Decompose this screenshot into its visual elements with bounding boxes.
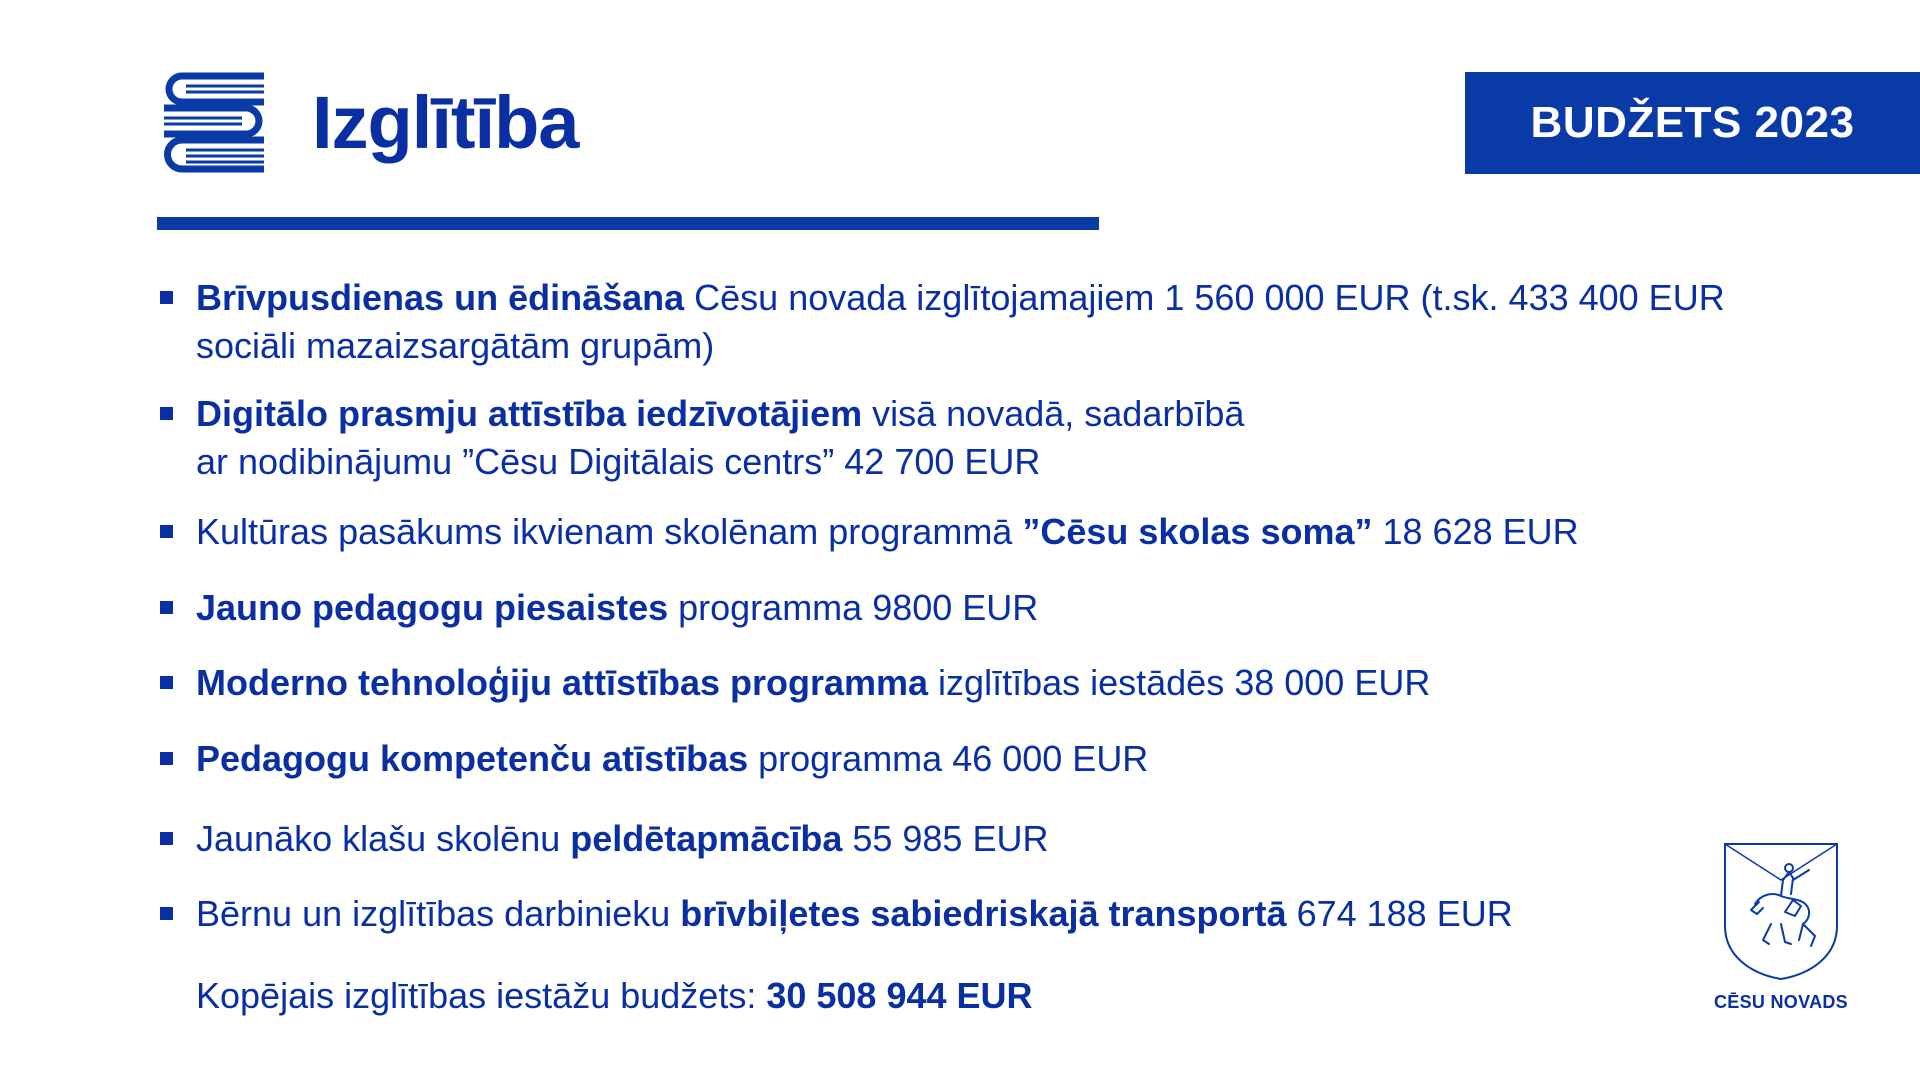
list-item <box>196 659 1816 707</box>
item-text: 18 628 EUR <box>1372 511 1579 552</box>
bullet-icon <box>160 907 173 920</box>
total-value: 30 508 944 EUR <box>766 975 1033 1016</box>
bullet-icon <box>160 291 173 304</box>
bullet-icon <box>160 676 173 689</box>
item-highlight: Moderno tehnoloģiju attīstības programma <box>196 662 929 703</box>
bullet-icon <box>160 752 173 765</box>
list-item <box>196 735 1816 783</box>
list-item <box>196 815 1816 863</box>
item-text: 674 188 EUR <box>1286 893 1513 934</box>
list-item <box>196 584 1816 632</box>
item-text: programma 9800 EUR <box>668 587 1039 628</box>
page-title: Izglītība <box>312 81 579 164</box>
item-text-prefix: Kultūras pasākums ikvienam skolēnam programmā <box>196 511 1023 552</box>
item-text: Cēsu novada izglītojamajiem 1 560 000 EUR (t.sk. 433 400 EUR <box>684 277 1725 318</box>
item-text-continued: sociāli mazaizsargātām grupām) <box>196 325 715 366</box>
item-highlight: Pedagogu kompetenču atīstības <box>196 738 749 779</box>
total-budget <box>196 972 1033 1020</box>
cesu-novads-logo <box>1712 840 1850 1013</box>
bullet-icon <box>160 601 173 614</box>
coat-of-arms-icon <box>1721 840 1841 982</box>
item-text-prefix: Bērnu un izglītības darbinieku <box>196 893 681 934</box>
bullet-icon <box>160 525 173 538</box>
item-highlight: ”Cēsu skolas soma” <box>1022 511 1373 552</box>
item-text: visā novadā, sadarbībā <box>862 393 1245 434</box>
list-item <box>196 390 1816 486</box>
item-highlight: peldētapmācība <box>570 818 843 859</box>
item-text: programma 46 000 EUR <box>748 738 1149 779</box>
list-item <box>196 890 1816 938</box>
item-text: izglītības iestādēs 38 000 EUR <box>928 662 1431 703</box>
title-divider <box>157 217 1099 230</box>
logo-label: CĒSU NOVADS <box>1714 992 1848 1012</box>
bullet-icon <box>160 832 173 845</box>
books-stack-icon <box>158 70 270 176</box>
total-label: Kopējais izglītības iestāžu budžets: <box>196 975 767 1016</box>
item-highlight: brīvbiļetes sabiedriskajā transportā <box>680 893 1287 934</box>
budget-year-badge: BUDŽETS 2023 <box>1465 72 1920 174</box>
item-highlight: Brīvpusdienas un ēdināšana <box>196 277 685 318</box>
item-highlight: Jauno pedagogu piesaistes <box>196 587 669 628</box>
bullet-icon <box>160 407 173 420</box>
item-text-continued: ar nodibinājumu ”Cēsu Digitālais centrs” 42 700 EUR <box>196 441 1041 482</box>
list-item <box>196 508 1816 556</box>
item-text-prefix: Jaunāko klašu skolēnu <box>196 818 571 859</box>
list-item <box>196 274 1816 370</box>
item-text: 55 985 EUR <box>842 818 1049 859</box>
item-highlight: Digitālo prasmju attīstība iedzīvotājiem <box>196 393 863 434</box>
